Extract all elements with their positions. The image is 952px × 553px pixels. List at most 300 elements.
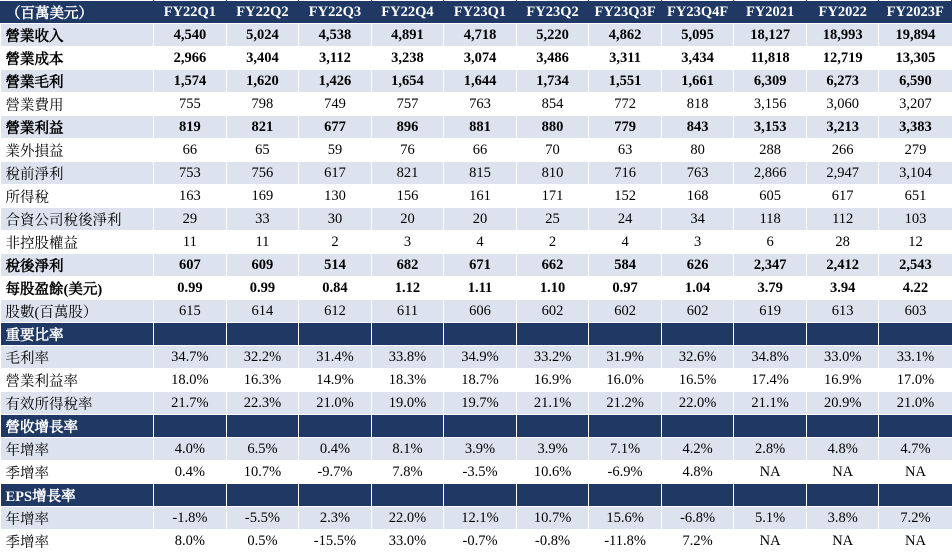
table-row — [1, 254, 952, 277]
row-label: 非控股權益 — [1, 231, 154, 254]
data-cell: 70 — [516, 139, 589, 162]
data-cell — [661, 323, 734, 346]
data-cell: 843 — [661, 116, 734, 139]
data-cell: 103 — [879, 208, 952, 231]
data-cell: 1.10 — [516, 277, 589, 300]
data-cell: 1,620 — [226, 70, 299, 93]
data-cell: 15.6% — [589, 507, 662, 530]
data-cell: 3,311 — [589, 47, 662, 70]
data-cell: NA — [734, 530, 807, 553]
row-label: 有效所得稅率 — [1, 392, 154, 415]
data-cell: 29 — [154, 208, 227, 231]
data-cell: 3.79 — [734, 277, 807, 300]
data-cell: -15.5% — [299, 530, 372, 553]
data-cell: 3,238 — [371, 47, 444, 70]
column-header-FY23Q4F: FY23Q4F — [661, 1, 734, 24]
data-cell: 11,818 — [734, 47, 807, 70]
data-cell: -6.8% — [661, 507, 734, 530]
data-cell — [154, 484, 227, 507]
row-label: 營業費用 — [1, 93, 154, 116]
data-cell: 18,993 — [806, 24, 879, 47]
row-label: 業外損益 — [1, 139, 154, 162]
data-cell: 602 — [516, 300, 589, 323]
data-cell: 21.7% — [154, 392, 227, 415]
data-cell: 896 — [371, 116, 444, 139]
data-cell: 118 — [734, 208, 807, 231]
row-label: 毛利率 — [1, 346, 154, 369]
data-cell: 7.2% — [661, 530, 734, 553]
data-cell — [661, 415, 734, 438]
table-row — [1, 47, 952, 70]
header-row — [1, 1, 952, 24]
data-cell: 3,153 — [734, 116, 807, 139]
data-cell: 4.7% — [879, 438, 952, 461]
data-cell: 10.7% — [226, 461, 299, 484]
column-header-FY23Q3F: FY23Q3F — [589, 1, 662, 24]
column-header-FY2023F: FY2023F — [879, 1, 952, 24]
table-row — [1, 208, 952, 231]
data-cell: 815 — [444, 162, 517, 185]
table-header — [1, 1, 952, 24]
data-cell: 603 — [879, 300, 952, 323]
data-cell: -1.8% — [154, 507, 227, 530]
data-cell: 4,718 — [444, 24, 517, 47]
data-cell: 16.9% — [516, 369, 589, 392]
data-cell: 1,644 — [444, 70, 517, 93]
row-label: 季增率 — [1, 461, 154, 484]
data-cell: 13,305 — [879, 47, 952, 70]
data-cell: 3,104 — [879, 162, 952, 185]
data-cell: 0.97 — [589, 277, 662, 300]
data-cell: 3,060 — [806, 93, 879, 116]
data-cell: 7.2% — [879, 507, 952, 530]
data-cell — [154, 415, 227, 438]
data-cell: 2,966 — [154, 47, 227, 70]
data-cell — [589, 484, 662, 507]
data-cell: 757 — [371, 93, 444, 116]
data-cell — [444, 415, 517, 438]
data-cell: 763 — [661, 162, 734, 185]
column-header-FY22Q2: FY22Q2 — [226, 1, 299, 24]
data-cell: 16.3% — [226, 369, 299, 392]
data-cell: 8.1% — [371, 438, 444, 461]
data-cell: 65 — [226, 139, 299, 162]
data-cell: 612 — [299, 300, 372, 323]
data-cell: 779 — [589, 116, 662, 139]
row-label: 季增率 — [1, 530, 154, 553]
data-cell: 34.7% — [154, 346, 227, 369]
data-cell: 20 — [371, 208, 444, 231]
data-cell: -3.5% — [444, 461, 517, 484]
data-cell — [299, 323, 372, 346]
data-cell: -0.8% — [516, 530, 589, 553]
data-cell: 2,866 — [734, 162, 807, 185]
data-cell: 749 — [299, 93, 372, 116]
data-cell: 763 — [444, 93, 517, 116]
data-cell: 20.9% — [806, 392, 879, 415]
row-label: 股數(百萬股） — [1, 300, 154, 323]
data-cell: 4.22 — [879, 277, 952, 300]
data-cell: 1,574 — [154, 70, 227, 93]
data-cell — [589, 323, 662, 346]
data-cell: 5,220 — [516, 24, 589, 47]
data-cell — [371, 415, 444, 438]
data-cell: 2,947 — [806, 162, 879, 185]
data-cell: 76 — [371, 139, 444, 162]
data-cell: 66 — [444, 139, 517, 162]
table-row — [1, 507, 952, 530]
data-cell: 32.2% — [226, 346, 299, 369]
data-cell: 818 — [661, 93, 734, 116]
data-cell: 31.9% — [589, 346, 662, 369]
data-cell: 3,434 — [661, 47, 734, 70]
data-cell: 611 — [371, 300, 444, 323]
section-row — [1, 484, 952, 507]
data-cell — [444, 484, 517, 507]
data-cell: 3.9% — [444, 438, 517, 461]
row-label: 稅前淨利 — [1, 162, 154, 185]
data-cell: 854 — [516, 93, 589, 116]
data-cell: 19.7% — [444, 392, 517, 415]
data-cell: 4 — [444, 231, 517, 254]
data-cell: 753 — [154, 162, 227, 185]
data-cell: 18.0% — [154, 369, 227, 392]
data-cell: 6,273 — [806, 70, 879, 93]
data-cell: 2.3% — [299, 507, 372, 530]
data-cell: 17.4% — [734, 369, 807, 392]
data-cell: 169 — [226, 185, 299, 208]
data-cell: 682 — [371, 254, 444, 277]
data-cell: 3 — [661, 231, 734, 254]
data-cell — [806, 484, 879, 507]
row-label: 合資公司稅後淨利 — [1, 208, 154, 231]
data-cell: 662 — [516, 254, 589, 277]
data-cell: 130 — [299, 185, 372, 208]
data-cell: -11.8% — [589, 530, 662, 553]
data-cell: 8.0% — [154, 530, 227, 553]
table-row — [1, 24, 952, 47]
data-cell: 821 — [226, 116, 299, 139]
data-cell: 4,538 — [299, 24, 372, 47]
section-row — [1, 415, 952, 438]
data-cell: 33.8% — [371, 346, 444, 369]
data-cell: 20 — [444, 208, 517, 231]
data-cell: 0.84 — [299, 277, 372, 300]
data-cell: 34 — [661, 208, 734, 231]
data-cell — [589, 415, 662, 438]
data-cell: 33.0% — [806, 346, 879, 369]
data-cell — [879, 484, 952, 507]
data-cell: 279 — [879, 139, 952, 162]
data-cell: 19,894 — [879, 24, 952, 47]
data-cell: 615 — [154, 300, 227, 323]
row-label: 營業利益 — [1, 116, 154, 139]
data-cell: 24 — [589, 208, 662, 231]
data-cell: 602 — [661, 300, 734, 323]
data-cell: 2 — [299, 231, 372, 254]
data-cell: 798 — [226, 93, 299, 116]
data-cell: 10.6% — [516, 461, 589, 484]
data-cell: 617 — [299, 162, 372, 185]
data-cell — [371, 323, 444, 346]
data-cell: 1.11 — [444, 277, 517, 300]
table-row — [1, 438, 952, 461]
data-cell: -0.7% — [444, 530, 517, 553]
data-cell: 33.0% — [371, 530, 444, 553]
data-cell — [226, 415, 299, 438]
data-cell: 25 — [516, 208, 589, 231]
column-header-FY23Q1: FY23Q1 — [444, 1, 517, 24]
data-cell: 605 — [734, 185, 807, 208]
data-cell: 3,207 — [879, 93, 952, 116]
data-cell: 4.2% — [661, 438, 734, 461]
data-cell: 755 — [154, 93, 227, 116]
data-cell: 1,661 — [661, 70, 734, 93]
row-label: 重要比率 — [1, 323, 154, 346]
data-cell: -9.7% — [299, 461, 372, 484]
data-cell: 34.8% — [734, 346, 807, 369]
data-cell: 21.2% — [589, 392, 662, 415]
data-cell: -5.5% — [226, 507, 299, 530]
data-cell: 810 — [516, 162, 589, 185]
table-row — [1, 277, 952, 300]
data-cell: 12.1% — [444, 507, 517, 530]
row-label: 年增率 — [1, 438, 154, 461]
data-cell: 266 — [806, 139, 879, 162]
data-cell: 18.7% — [444, 369, 517, 392]
data-cell: -6.9% — [589, 461, 662, 484]
data-cell: 3,486 — [516, 47, 589, 70]
data-cell: 3.94 — [806, 277, 879, 300]
data-cell: 17.0% — [879, 369, 952, 392]
data-cell: 33 — [226, 208, 299, 231]
data-cell: 619 — [734, 300, 807, 323]
data-cell: 756 — [226, 162, 299, 185]
data-cell: 584 — [589, 254, 662, 277]
data-cell: 3,404 — [226, 47, 299, 70]
data-cell: 288 — [734, 139, 807, 162]
data-cell — [734, 484, 807, 507]
table-body — [1, 24, 952, 553]
data-cell: 4 — [589, 231, 662, 254]
data-cell: 18,127 — [734, 24, 807, 47]
data-cell: 12,719 — [806, 47, 879, 70]
section-row — [1, 323, 952, 346]
data-cell: 3.8% — [806, 507, 879, 530]
data-cell: 28 — [806, 231, 879, 254]
data-cell — [371, 484, 444, 507]
row-label: 營業收入 — [1, 24, 154, 47]
data-cell: NA — [734, 461, 807, 484]
data-cell: 716 — [589, 162, 662, 185]
table-row — [1, 231, 952, 254]
table-row — [1, 162, 952, 185]
data-cell — [661, 484, 734, 507]
table-row — [1, 70, 952, 93]
data-cell: 2,347 — [734, 254, 807, 277]
column-header-label: （百萬美元） — [1, 1, 154, 24]
data-cell: 626 — [661, 254, 734, 277]
data-cell: 3,074 — [444, 47, 517, 70]
data-cell: 5.1% — [734, 507, 807, 530]
data-cell: 161 — [444, 185, 517, 208]
data-cell: NA — [879, 461, 952, 484]
data-cell: 2,543 — [879, 254, 952, 277]
data-cell: 2.8% — [734, 438, 807, 461]
table-row — [1, 461, 952, 484]
data-cell — [516, 484, 589, 507]
data-cell: 617 — [806, 185, 879, 208]
column-header-FY2022: FY2022 — [806, 1, 879, 24]
column-header-FY22Q4: FY22Q4 — [371, 1, 444, 24]
data-cell: 14.9% — [299, 369, 372, 392]
row-label: 每股盈餘(美元) — [1, 277, 154, 300]
data-cell: 112 — [806, 208, 879, 231]
data-cell: 7.1% — [589, 438, 662, 461]
data-cell: 602 — [589, 300, 662, 323]
data-cell — [226, 484, 299, 507]
data-cell: 18.3% — [371, 369, 444, 392]
data-cell: 4.8% — [806, 438, 879, 461]
data-cell: 6.5% — [226, 438, 299, 461]
data-cell: 7.8% — [371, 461, 444, 484]
data-cell: 1.12 — [371, 277, 444, 300]
data-cell: 0.99 — [226, 277, 299, 300]
data-cell: 66 — [154, 139, 227, 162]
data-cell: 0.99 — [154, 277, 227, 300]
data-cell: 819 — [154, 116, 227, 139]
row-label: 營業成本 — [1, 47, 154, 70]
data-cell: 609 — [226, 254, 299, 277]
data-cell: 19.0% — [371, 392, 444, 415]
data-cell: 4,540 — [154, 24, 227, 47]
column-header-FY23Q2: FY23Q2 — [516, 1, 589, 24]
data-cell: 4.0% — [154, 438, 227, 461]
row-label: 營業毛利 — [1, 70, 154, 93]
data-cell: 3,156 — [734, 93, 807, 116]
data-cell: NA — [806, 461, 879, 484]
data-cell — [879, 323, 952, 346]
data-cell: 21.1% — [734, 392, 807, 415]
data-cell — [734, 323, 807, 346]
data-cell: 12 — [879, 231, 952, 254]
data-cell — [516, 415, 589, 438]
data-cell: 152 — [589, 185, 662, 208]
table-row — [1, 116, 952, 139]
data-cell: 1,654 — [371, 70, 444, 93]
data-cell — [154, 323, 227, 346]
table-row — [1, 392, 952, 415]
data-cell: 1,734 — [516, 70, 589, 93]
data-cell: 31.4% — [299, 346, 372, 369]
column-header-FY22Q1: FY22Q1 — [154, 1, 227, 24]
data-cell: 168 — [661, 185, 734, 208]
data-cell: 514 — [299, 254, 372, 277]
data-cell: 0.4% — [154, 461, 227, 484]
data-cell: 34.9% — [444, 346, 517, 369]
data-cell: 1,551 — [589, 70, 662, 93]
data-cell: 21.0% — [299, 392, 372, 415]
data-cell: 3,383 — [879, 116, 952, 139]
data-cell: 22.3% — [226, 392, 299, 415]
data-cell: 3,213 — [806, 116, 879, 139]
table-row — [1, 346, 952, 369]
table-row — [1, 185, 952, 208]
data-cell: 5,095 — [661, 24, 734, 47]
row-label: 營收增長率 — [1, 415, 154, 438]
data-cell — [516, 323, 589, 346]
data-cell: 33.2% — [516, 346, 589, 369]
table-row — [1, 300, 952, 323]
data-cell — [806, 323, 879, 346]
data-cell: 10.7% — [516, 507, 589, 530]
data-cell: 11 — [154, 231, 227, 254]
data-cell — [806, 415, 879, 438]
data-cell: 59 — [299, 139, 372, 162]
column-header-FY22Q3: FY22Q3 — [299, 1, 372, 24]
data-cell: 651 — [879, 185, 952, 208]
row-label: 營業利益率 — [1, 369, 154, 392]
column-header-FY2021: FY2021 — [734, 1, 807, 24]
data-cell: 63 — [589, 139, 662, 162]
data-cell: 3.9% — [516, 438, 589, 461]
data-cell: 6,309 — [734, 70, 807, 93]
data-cell: 16.9% — [806, 369, 879, 392]
data-cell: 614 — [226, 300, 299, 323]
data-cell: 32.6% — [661, 346, 734, 369]
data-cell — [734, 415, 807, 438]
data-cell: 607 — [154, 254, 227, 277]
data-cell: 1.04 — [661, 277, 734, 300]
data-cell: 2,412 — [806, 254, 879, 277]
data-cell: 0.5% — [226, 530, 299, 553]
data-cell: 11 — [226, 231, 299, 254]
data-cell: 4,862 — [589, 24, 662, 47]
data-cell: NA — [879, 530, 952, 553]
data-cell: 772 — [589, 93, 662, 116]
table-row — [1, 139, 952, 162]
data-cell: 821 — [371, 162, 444, 185]
data-cell: NA — [806, 530, 879, 553]
data-cell: 677 — [299, 116, 372, 139]
data-cell: 21.0% — [879, 392, 952, 415]
data-cell: 613 — [806, 300, 879, 323]
data-cell: 3,112 — [299, 47, 372, 70]
data-cell — [226, 323, 299, 346]
data-cell: 3 — [371, 231, 444, 254]
data-cell: 606 — [444, 300, 517, 323]
data-cell — [444, 323, 517, 346]
row-label: 所得稅 — [1, 185, 154, 208]
data-cell: 22.0% — [661, 392, 734, 415]
data-cell: 22.0% — [371, 507, 444, 530]
row-label: EPS增長率 — [1, 484, 154, 507]
data-cell: 30 — [299, 208, 372, 231]
data-cell: 171 — [516, 185, 589, 208]
data-cell — [299, 484, 372, 507]
data-cell: 21.1% — [516, 392, 589, 415]
data-cell: 33.1% — [879, 346, 952, 369]
data-cell: 671 — [444, 254, 517, 277]
data-cell: 6 — [734, 231, 807, 254]
table-row — [1, 369, 952, 392]
data-cell: 6,590 — [879, 70, 952, 93]
data-cell: 156 — [371, 185, 444, 208]
data-cell: 16.0% — [589, 369, 662, 392]
data-cell: 163 — [154, 185, 227, 208]
data-cell: 880 — [516, 116, 589, 139]
data-cell: 4,891 — [371, 24, 444, 47]
